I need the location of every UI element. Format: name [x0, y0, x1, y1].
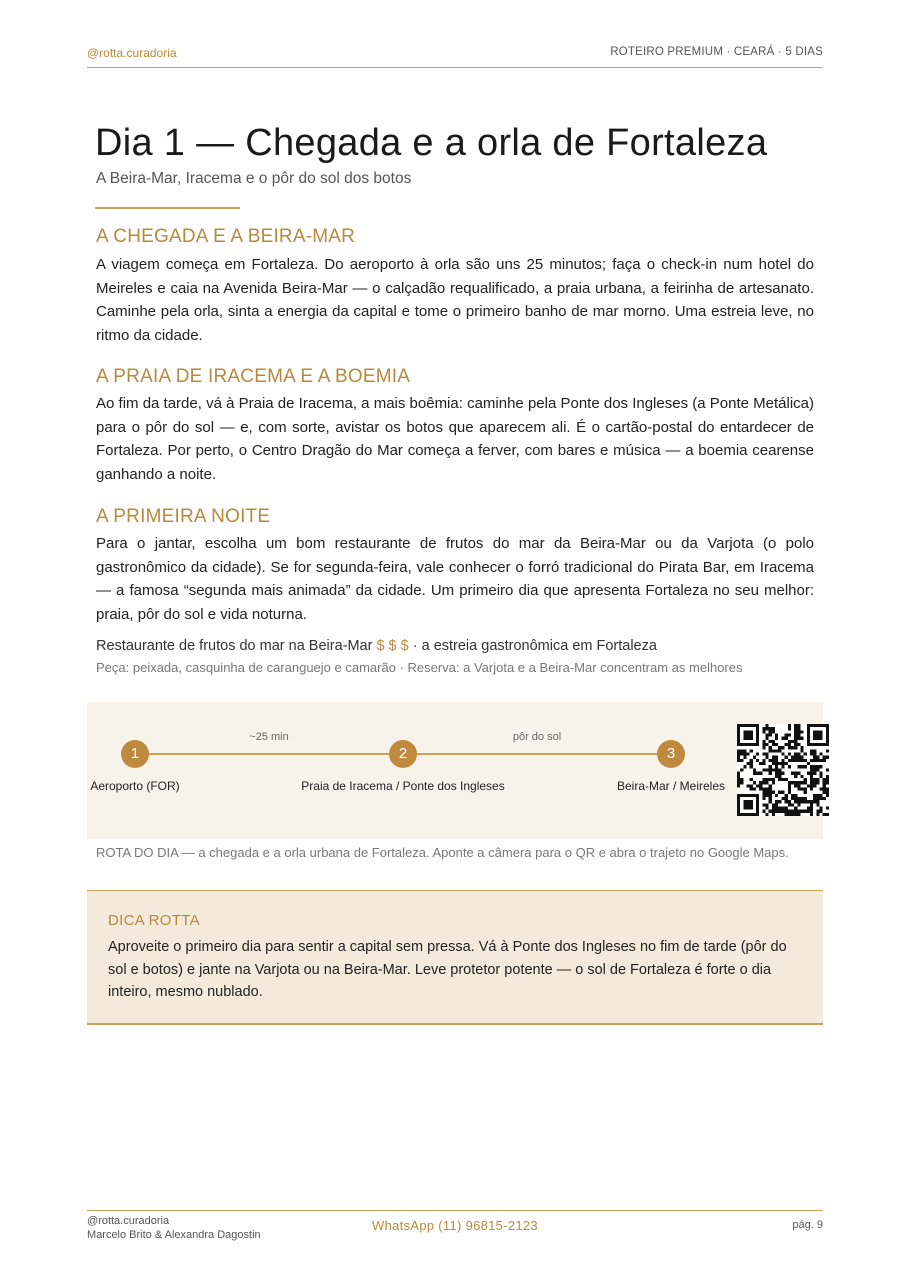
footer-whatsapp[interactable]: WhatsApp (11) 96815-2123	[372, 1218, 538, 1233]
footer-authors: Marcelo Brito & Alexandra Dagostin	[87, 1229, 261, 1241]
footer-handle: @rotta.curadoria	[87, 1215, 170, 1227]
page-footer	[87, 1210, 823, 1251]
route-stop-3-label: Beira-Mar / Meireles	[616, 779, 726, 793]
header-handle: @rotta.curadoria	[87, 46, 177, 60]
segment-label-sunset: pôr do sol	[512, 731, 562, 743]
route-segment-1	[135, 753, 403, 755]
restaurant-recommendation	[96, 638, 657, 654]
tip-box	[87, 890, 823, 1025]
restaurant-tagline: · a estreia gastronômica em Fortaleza	[412, 638, 657, 654]
section-heading-primeira-noite: A PRIMEIRA NOITE	[96, 506, 271, 527]
title-divider	[95, 207, 240, 209]
restaurant-name: Restaurante de frutos do mar na Beira-Mar	[96, 638, 373, 654]
segment-label-duration: ~25 min	[249, 731, 289, 743]
section-heading-chegada: A CHEGADA E A BEIRA-MAR	[96, 226, 356, 247]
route-stop-2-label: Praia de Iracema / Ponte dos Ingleses	[301, 779, 505, 793]
route-stop-1-label: Aeroporto (FOR)	[90, 779, 180, 793]
section-body-iracema: Ao fim da tarde, vá à Praia de Iracema, a mais boêmia: caminhe pela Ponte dos Ingleses (a Ponte Metálica) para o pôr do sol — e, com sorte, avistar os botos que aparecem ali. É o cartão-postal do entardecer de Fortaleza. Por perto, o Centro Dragão do Mar começa a ferver, com bares e música — a boemia cearense ganhando a noite.	[96, 395, 814, 483]
route-stop-2: 2	[389, 740, 417, 768]
route-stop-1: 1	[121, 740, 149, 768]
tip-title: DICA ROTTA	[108, 912, 200, 929]
qr-code-icon[interactable]	[737, 724, 829, 816]
route-caption: ROTA DO DIA — a chegada e a orla urbana de Fortaleza. Aponte a câmera para o QR e abra o trajeto no Google Maps.	[96, 845, 789, 860]
restaurant-note: Peça: peixada, casquinha de caranguejo e camarão · Reserva: a Varjota e a Beira-Mar concentram as melhores	[96, 660, 743, 675]
section-body-chegada: A viagem começa em Fortaleza. Do aeroporto à orla são uns 25 minutos; faça o check-in num hotel do Meireles e caia na Avenida Beira-Mar — o calçadão requalificado, a praia urbana, a feirinha de artesanato. Caminhe pela orla, sinta a energia da capital e tome o primeiro banho de mar morno. Uma estreia leve, no ritmo da cidade.	[96, 256, 814, 344]
header-tagline: ROTEIRO PREMIUM · CEARÁ · 5 DIAS	[610, 46, 823, 58]
route-map	[87, 702, 823, 839]
page-header	[87, 46, 823, 68]
section-heading-iracema: A PRAIA DE IRACEMA E A BOEMIA	[96, 366, 411, 387]
section-body-primeira-noite: Para o jantar, escolha um bom restaurante de frutos do mar da Beira-Mar ou da Varjota (o polo gastronômico da cidade). Se for segunda-feira, vale conhecer o forró tradicional do Pirata Bar, em Iracema — a famosa “segunda mais animada” da cidade. Um primeiro dia que apresenta Fortaleza no seu melhor: praia, pôr do sol e vida noturna.	[96, 535, 814, 623]
page-subtitle: A Beira-Mar, Iracema e o pôr do sol dos botos	[96, 170, 412, 187]
tip-body: Aproveite o primeiro dia para sentir a capital sem pressa. Vá à Ponte dos Ingleses no fim de tarde (pôr do sol e botos) e jante na Varjota ou na Beira-Mar. Leve protetor potente — o sol de Fortaleza é forte o dia inteiro, mesmo nublado.	[108, 939, 787, 1000]
price-level: $ $ $	[376, 638, 409, 654]
page-title: Dia 1 — Chegada e a orla de Fortaleza	[95, 122, 768, 164]
route-segment-2	[403, 753, 671, 755]
page-number: pág. 9	[792, 1219, 823, 1231]
route-stop-3: 3	[657, 740, 685, 768]
